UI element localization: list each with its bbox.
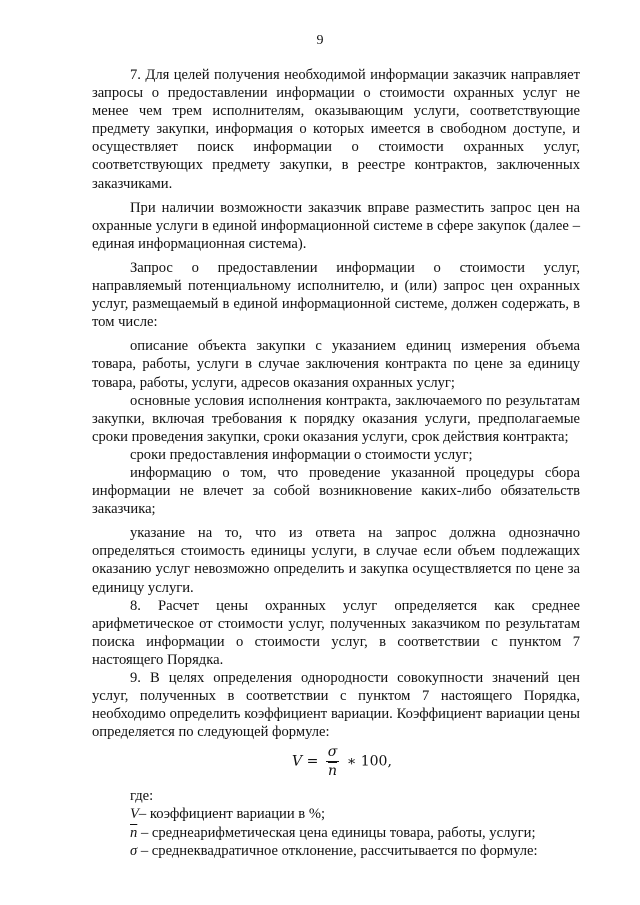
paragraph-deadline: сроки предоставления информации о стоимости услуг; — [130, 446, 473, 463]
page-number: 9 — [316, 33, 324, 48]
definition-n-text: – среднеарифметическая цена единицы товара, работы, услуги; — [140, 824, 536, 841]
where-label: где: — [130, 788, 154, 805]
paragraph-contract-terms: основные условия исполнения контракта, заключаемого по результатам закупки, включая требования к порядку оказания услуги, предполагаемые сроки проведения закупки, сроки оказания услуги, срок действия контракта; — [92, 392, 580, 445]
definition-v-text: – коэффициент вариации в %; — [138, 806, 326, 823]
formula-denominator: n — [328, 763, 338, 780]
definition-sigma — [92, 842, 580, 860]
paragraph-no-obligation: информацию о том, что проведение указанной процедуры сбора информации не влечет за собой возникновение каких-либо обязательств заказчика; — [92, 464, 580, 518]
definitions — [92, 787, 580, 859]
formula-fraction — [326, 743, 340, 780]
symbol-v: V — [130, 806, 139, 823]
formula-tail: ∗ 100, — [346, 753, 392, 770]
variation-formula — [92, 743, 580, 787]
document-body — [92, 66, 580, 860]
symbol-sigma: σ — [130, 842, 138, 859]
paragraph-9: 9. В целях определения однородности совокупности значений цен услуг, полученных в соответствии с пунктом 7 настоящего Порядка, необходимо определить коэффициент вариации. Коэффициент вариации цены определяется по следующей формуле: — [92, 670, 580, 741]
paragraph-7: 7. Для целей получения необходимой информации заказчик направляет запросы о предоставлении информации о стоимости охранных услуг не менее чем трем исполнителям, оказывающим услуги, соответствующие предмету закупки, информация о которых имеется в свободном доступе, и осуществляет поиск информации о стоимости охранных услуг, соответствующих предмету закупки, в реестре контрактов, заключенных заказчиками. — [92, 67, 580, 192]
formula-lhs: V — [292, 753, 303, 770]
definition-v — [92, 805, 580, 823]
definition-sigma-text: – среднеквадратичное отклонение, рассчитывается по формуле: — [140, 842, 538, 859]
definition-n — [92, 824, 580, 842]
paragraph-object-description: описание объекта закупки с указанием единиц измерения объема товара, работы, услуги в случае заключения контракта по цене за единицу товара, работы, услуги, адресов оказания охранных услуг; — [92, 338, 580, 391]
paragraph-request: Запрос о предоставлении информации о стоимости услуг, направляемый потенциальному исполнителю, и (или) запрос цен охранных услуг, размещаемый в единой информационной системе, должен содержать, в том числе: — [92, 259, 580, 331]
paragraph-unit-price: указание на то, что из ответа на запрос должна однозначно определяться стоимость единицы услуги, в случае если объем подлежащих оказанию услуг невозможно определить и закупка осуществляется по цене за единицу услуги. — [92, 525, 580, 596]
formula-numerator: σ — [326, 743, 340, 762]
formula-equals: = — [306, 753, 319, 770]
paragraph-8: 8. Расчет цены охранных услуг определяется как среднее арифметическое от стоимости услуг, полученных заказчиком по результатам поиска информации о стоимости услуг, в соответствии с пунктом 7 настоящего Порядка. — [92, 597, 580, 668]
symbol-n: $\overline{n}$ — [130, 824, 138, 841]
paragraph-eis: При наличии возможности заказчик вправе разместить запрос цен на охранные услуги в единой информационной системе в сфере закупок (далее – единая информационная система). — [92, 199, 580, 252]
